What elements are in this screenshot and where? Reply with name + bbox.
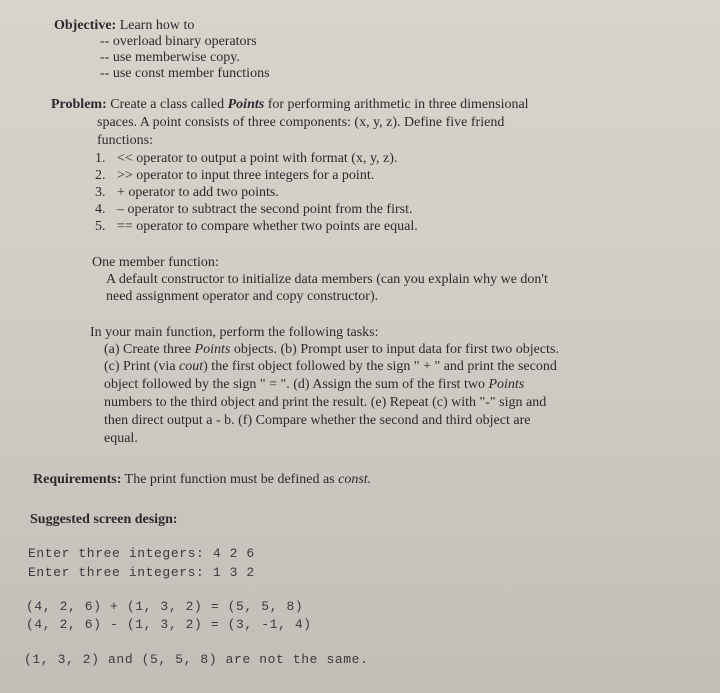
- friend-text: << operator to output a point with format (x, y, z).: [117, 151, 398, 166]
- friend-text: == operator to compare whether two points are equal.: [117, 219, 418, 234]
- friend-number: 3.: [95, 185, 106, 200]
- objective-item: -- use memberwise copy.: [100, 50, 240, 65]
- task-line: numbers to the third object and print the result. (e) Repeat (c) with "-" sign and: [104, 395, 547, 410]
- cout-keyword: cout: [179, 359, 204, 374]
- screen-output-line: (4, 2, 6) + (1, 3, 2) = (5, 5, 8): [26, 599, 304, 614]
- objective-label: Objective:: [54, 18, 117, 33]
- class-name: Points: [488, 377, 525, 392]
- task-line: [104, 359, 557, 375]
- friend-item: [95, 219, 418, 235]
- problem-label: Problem:: [51, 97, 107, 112]
- task-text: ) the first object followed by the sign " + " and print the second: [203, 359, 557, 374]
- friend-number: 5.: [95, 219, 106, 234]
- friend-item: [95, 202, 412, 218]
- friend-item: [95, 168, 374, 184]
- objective-item: -- overload binary operators: [100, 34, 257, 49]
- screen-output-line: (4, 2, 6) - (1, 3, 2) = (3, -1, 4): [26, 617, 312, 632]
- const-keyword: const.: [338, 472, 372, 487]
- friend-number: 4.: [95, 202, 106, 217]
- task-line: [104, 342, 559, 358]
- task-line: then direct output a - b. (f) Compare whether the second and third object are: [104, 413, 531, 428]
- objective-item: -- use const member functions: [100, 66, 270, 81]
- task-line: equal.: [104, 431, 138, 446]
- problem-line-1: [51, 97, 529, 113]
- screen-output-line: Enter three integers: 1 3 2: [28, 565, 255, 580]
- objective-intro: Learn how to: [119, 18, 195, 33]
- member-line: A default constructor to initialize data members (can you explain why we don't: [106, 272, 548, 287]
- task-text: (a) Create three: [104, 342, 195, 357]
- task-text: (c) Print (via: [104, 359, 180, 374]
- friend-item: [95, 185, 279, 201]
- screen-output-line: (1, 3, 2) and (5, 5, 8) are not the same.: [24, 652, 369, 667]
- member-heading: One member function:: [92, 255, 219, 270]
- friend-text: – operator to subtract the second point from the first.: [117, 202, 413, 217]
- screen-design-heading: Suggested screen design:: [30, 512, 178, 527]
- screen-output-line: Enter three integers: 4 2 6: [28, 546, 255, 561]
- task-text: objects. (b) Prompt user to input data for first two objects.: [230, 342, 559, 357]
- task-text: object followed by the sign " = ". (d) Assign the sum of the first two: [104, 377, 489, 392]
- requirements-label: Requirements:: [33, 472, 122, 487]
- friend-number: 1.: [95, 151, 106, 166]
- task-line: [104, 377, 524, 393]
- objective-line: [54, 18, 194, 34]
- problem-line-3: functions:: [97, 133, 153, 148]
- friend-item: [95, 151, 397, 167]
- main-tasks-intro: In your main function, perform the following tasks:: [90, 325, 379, 340]
- problem-text: for performing arithmetic in three dimensional: [264, 97, 529, 112]
- class-name: Points: [194, 342, 231, 357]
- requirements-text: The print function must be defined as: [124, 472, 339, 487]
- friend-text: + operator to add two points.: [117, 185, 279, 200]
- problem-line-2: spaces. A point consists of three components: (x, y, z). Define five friend: [97, 115, 505, 130]
- problem-text: Create a class called: [110, 97, 228, 112]
- friend-text: >> operator to input three integers for a point.: [117, 168, 375, 183]
- friend-number: 2.: [95, 168, 106, 183]
- requirements-line: [33, 472, 371, 488]
- member-line: need assignment operator and copy constructor).: [106, 289, 379, 304]
- class-name: Points: [227, 97, 265, 112]
